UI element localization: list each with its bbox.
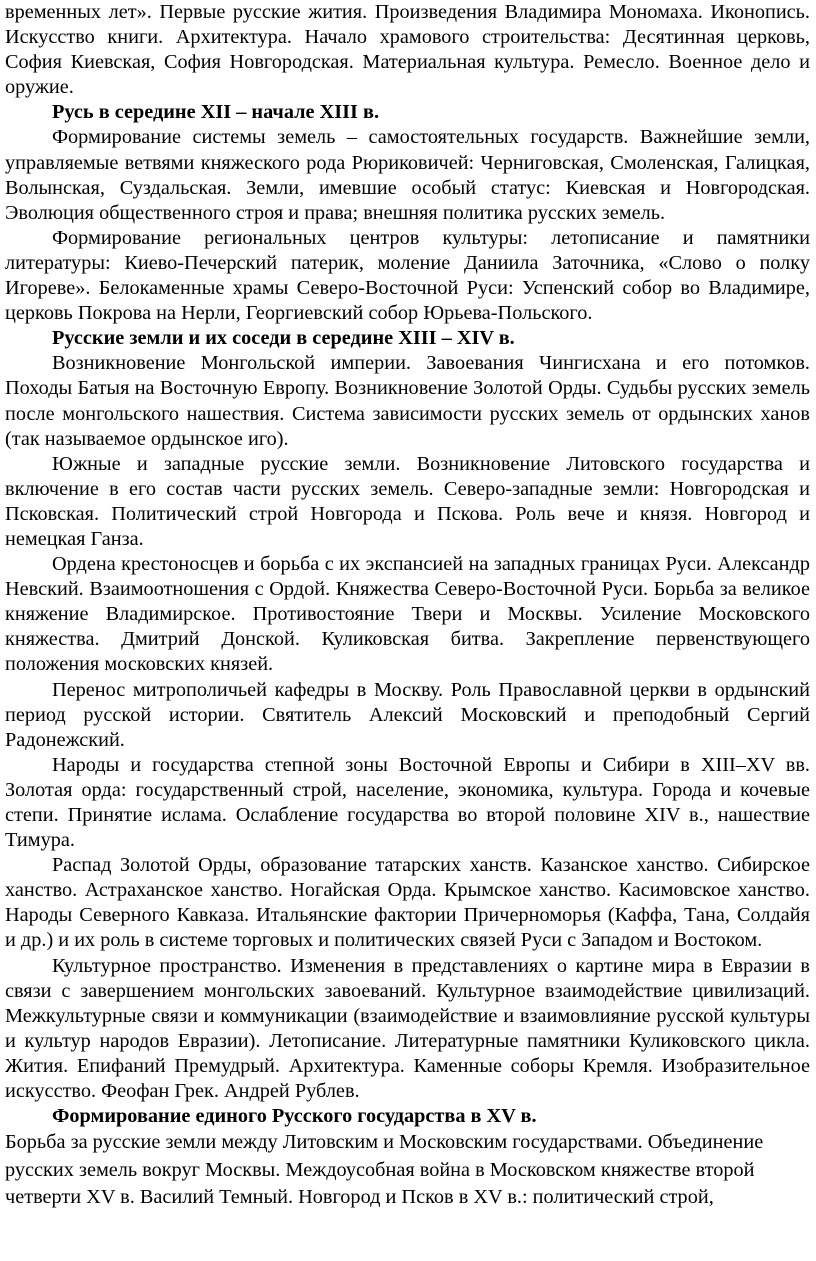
paragraph-crusader-orders: Ордена крестоносцев и борьба с их экспансией на западных границах Руси. Александр Невский. Взаимоотношения с Ордой. Княжества Северо-Восточной Руси. Борьба за великое княжение Владимирское. Противостояние Твери и Москвы. Усиление Московского княжества. Дмитрий Донской. Куликовская битва. Закрепление первенствующего положения московских князей. <box>5 553 810 676</box>
paragraph-metropolitan-see: Перенос митрополичьей кафедры в Москву. Роль Православной церкви в ордынский период русской истории. Святитель Алексий Московский и преподобный Сергий Радонежский. <box>5 678 810 751</box>
paragraph-golden-horde-breakup: Распад Золотой Орды, образование татарских ханств. Казанское ханство. Сибирское ханство. Астраханское ханство. Ногайская Орда. Крымское ханство. Касимовское ханство. Народы Северного Кавказа. Итальянские фактории Причерноморья (Каффа, Тана, Солдайя и др.) и их роль в системе торговых и политических связей Руси с Западом и Востоком. <box>5 854 810 952</box>
paragraph-lands-system: Формирование системы земель – самостоятельных государств. Важнейшие земли, управляемые ветвями княжеского рода Рюриковичей: Черниговская, Смоленская, Галицкая, Волынская, Суздальская. Земли, имевшие особый статус: Киевская и Новгородская. Эволюция общественного строя и права; внешняя политика русских земель. <box>5 126 810 224</box>
paragraph-cultural-space: Культурное пространство. Изменения в представлениях о картине мира в Евразии в связи с завершением монгольских завоеваний. Культурное взаимодействие цивилизаций. Межкультурные связи и коммуникации (взаимодействие и взаимовлияние русской культуры и культур народов Евразии). Летописание. Литературные памятники Куликовского цикла. Жития. Епифаний Премудрый. Архитектура. Каменные соборы Кремля. Изобразительное искусство. Феофан Грек. Андрей Рублев. <box>5 954 810 1103</box>
paragraph-tail-line-1: Борьба за русские земли между Литовским и Московским государствами. Объединение <box>5 1131 764 1154</box>
paragraph-tail-line-2: русских земель вокруг Москвы. Междоусобная война в Московском княжестве второй <box>5 1158 755 1181</box>
paragraph-tail-line-3: четверти XV в. Василий Темный. Новгород и Псков в XV в.: политический строй, <box>5 1186 714 1209</box>
paragraph-continuation: временных лет». Первые русские жития. Произведения Владимира Мономаха. Иконопись. Искусство книги. Архитектура. Начало храмового строительства: Десятинная церковь, София Киевская, София Новгородская. Материальная культура. Ремесло. Военное дело и оружие. <box>5 1 810 99</box>
paragraph-mongol-empire: Возникновение Монгольской империи. Завоевания Чингисхана и его потомков. Походы Батыя на Восточную Европу. Возникновение Золотой Орды. Судьбы русских земель после монгольского нашествия. Система зависимости русских земель от ордынских ханов (так называемое ордынское иго). <box>5 352 810 450</box>
paragraph-steppe-peoples: Народы и государства степной зоны Восточной Европы и Сибири в XIII–XV вв. Золотая орда: государственный строй, население, экономика, культура. Города и кочевые степи. Принятие ислама. Ослабление государства во второй половине XIV в., нашествие Тимура. <box>5 753 810 852</box>
section-heading-unified-state-xv: Формирование единого Русского государства в XV в. <box>52 1105 537 1128</box>
paragraph-southern-western-lands: Южные и западные русские земли. Возникновение Литовского государства и включение в его состав части русских земель. Северо-западные земли: Новгородская и Псковская. Политический строй Новгорода и Пскова. Роль вече и князя. Новгород и немецкая Ганза. <box>5 452 810 550</box>
section-heading-russian-lands-xiii-xiv: Русские земли и их соседи в середине XIII – XIV в. <box>52 327 515 350</box>
paragraph-regional-culture: Формирование региональных центров культуры: летописание и памятники литературы: Киево-Печерский патерик, моление Даниила Заточника, «Слово о полку Игореве». Белокаменные храмы Северо-Восточной Руси: Успенский собор во Владимире, церковь Покрова на Нерли, Георгиевский собор Юрьева-Польского. <box>5 226 810 325</box>
section-heading-rus-xii-xiii: Русь в середине XII – начале XIII в. <box>52 101 380 124</box>
